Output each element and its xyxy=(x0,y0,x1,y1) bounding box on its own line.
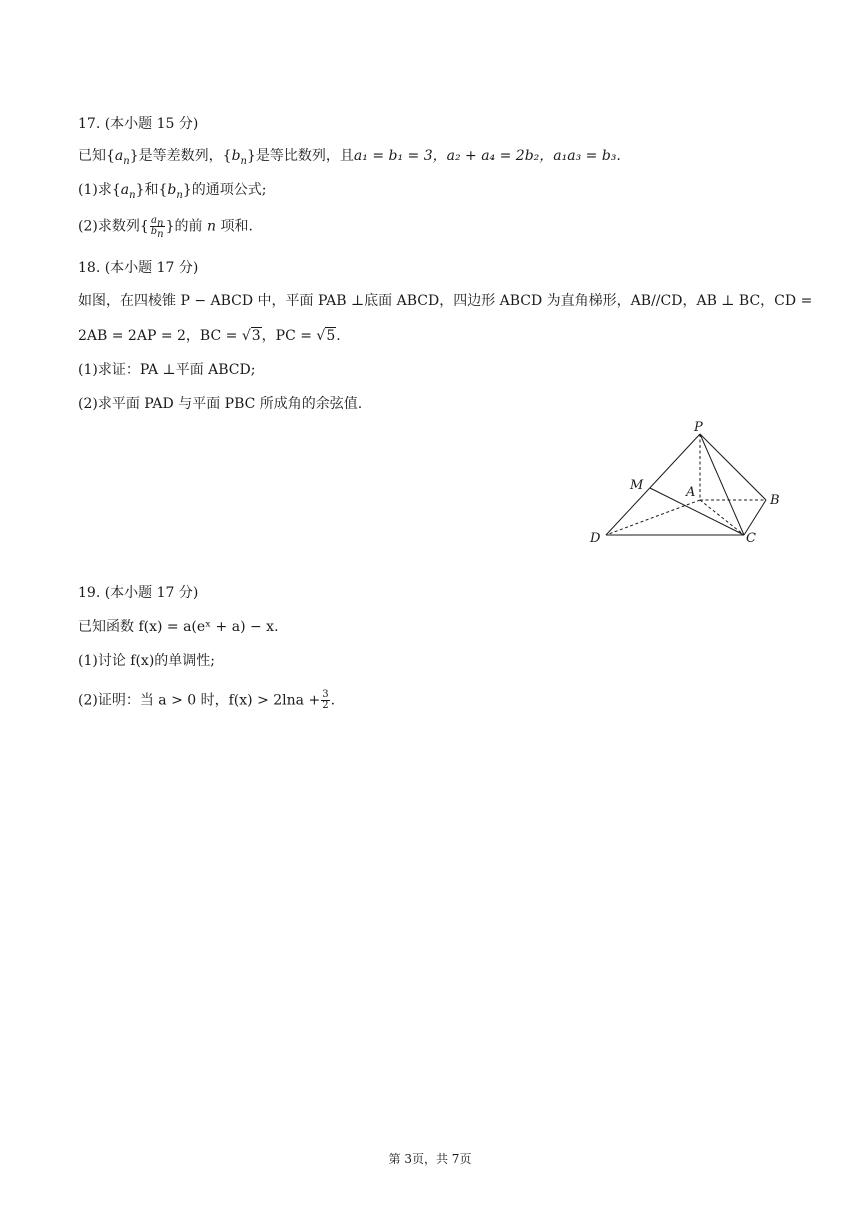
q17-cond2: a₂ + a₄ = 2b₂， xyxy=(446,148,554,164)
label-C: C xyxy=(746,531,756,546)
pyramid-figure xyxy=(588,418,788,550)
segment-MC xyxy=(650,488,744,535)
q18-line1: 如图，在四棱锥 P − ABCD 中，平面 PAB ⊥底面 ABCD，四边形 ABCD 为直角梯形，AB//CD，AB ⊥ BC，CD = xyxy=(78,293,813,309)
page-footer: 第 3页，共 7页 xyxy=(388,1152,472,1166)
label-B: B xyxy=(770,493,780,508)
edge-CB xyxy=(744,500,766,535)
edge-PB xyxy=(700,434,766,500)
edge-AC xyxy=(700,500,744,535)
label-P: P xyxy=(694,420,703,435)
label-A: A xyxy=(686,485,696,500)
sqrt-3: √3 xyxy=(241,328,261,344)
q19-p2-pre: (2)证明：当 a > 0 时，f(x) > 2lna + xyxy=(78,692,321,709)
q19-part1: (1)讨论 f(x)的单调性; xyxy=(78,653,215,669)
q18-l2-pre: 2AB = 2AP = 2，BC = xyxy=(78,328,242,344)
q17-fraction: $\frac{a_n}{b_n}$ xyxy=(150,215,164,240)
q18-part1: (1)求证：PA ⊥平面 ABCD; xyxy=(78,362,256,378)
q17-p2-end: 项和. xyxy=(220,218,253,235)
q17-cond3: a₁a₃ = b₃. xyxy=(553,148,621,164)
q17-seq-a: a xyxy=(114,148,124,164)
edge-AD xyxy=(606,500,700,535)
q17-part2: (2)求数列{ $\frac{a_n}{b_n}$ }的前 n 项和. xyxy=(78,215,253,240)
label-D: D xyxy=(590,531,601,546)
q17-text-mid2: 是等比数列，且 xyxy=(255,148,354,164)
q19-line1: 已知函数 f(x) = a(eˣ + a) − x. xyxy=(78,619,279,635)
q18-l2-end: . xyxy=(336,328,341,344)
q17-p2-pre: (2)求数列 xyxy=(78,218,140,235)
q19-fraction: $\frac{3}{2}$ xyxy=(322,689,329,711)
q17-p1-post: 的通项公式; xyxy=(191,182,267,198)
q17-cond1: a₁ = b₁ = 3， xyxy=(353,148,447,164)
q17-statement: 已知$\{a_n\}$是等差数列，$\{b_n\}$是等比数列，且a₁ = b₁ = 3，a₂ + a₄ = 2b₂，a₁a₃ = b₃. xyxy=(78,148,621,167)
q18-part2: (2)求平面 PAD 与平面 PBC 所成角的余弦值. xyxy=(78,396,363,412)
q17-p2-n: n xyxy=(207,218,217,235)
q18-line2 xyxy=(78,326,341,346)
label-M: M xyxy=(630,478,644,493)
edge-PC xyxy=(700,434,744,535)
q19-p2-end: . xyxy=(330,692,336,709)
q17-p1-mid: 和 xyxy=(144,182,159,198)
q17-header: 17. (本小题 15 分) xyxy=(78,116,199,132)
q17-text-mid: 是等差数列， xyxy=(138,148,223,164)
q17-part1: (1)求$\{a_n\}$和$\{b_n\}$的通项公式; xyxy=(78,182,267,201)
q18-header: 18. (本小题 17 分) xyxy=(78,260,199,276)
q17-text-pre: 已知 xyxy=(78,148,106,164)
sqrt-5: √5 xyxy=(316,328,336,344)
q17-p2-post: 的前 xyxy=(174,218,203,235)
q19-header: 19. (本小题 17 分) xyxy=(78,585,199,601)
q17-p1-pre: (1)求 xyxy=(78,182,112,198)
q19-part2 xyxy=(78,690,335,711)
q18-l2-mid: ，PC = xyxy=(261,328,317,344)
q17-seq-b: b xyxy=(231,148,241,164)
